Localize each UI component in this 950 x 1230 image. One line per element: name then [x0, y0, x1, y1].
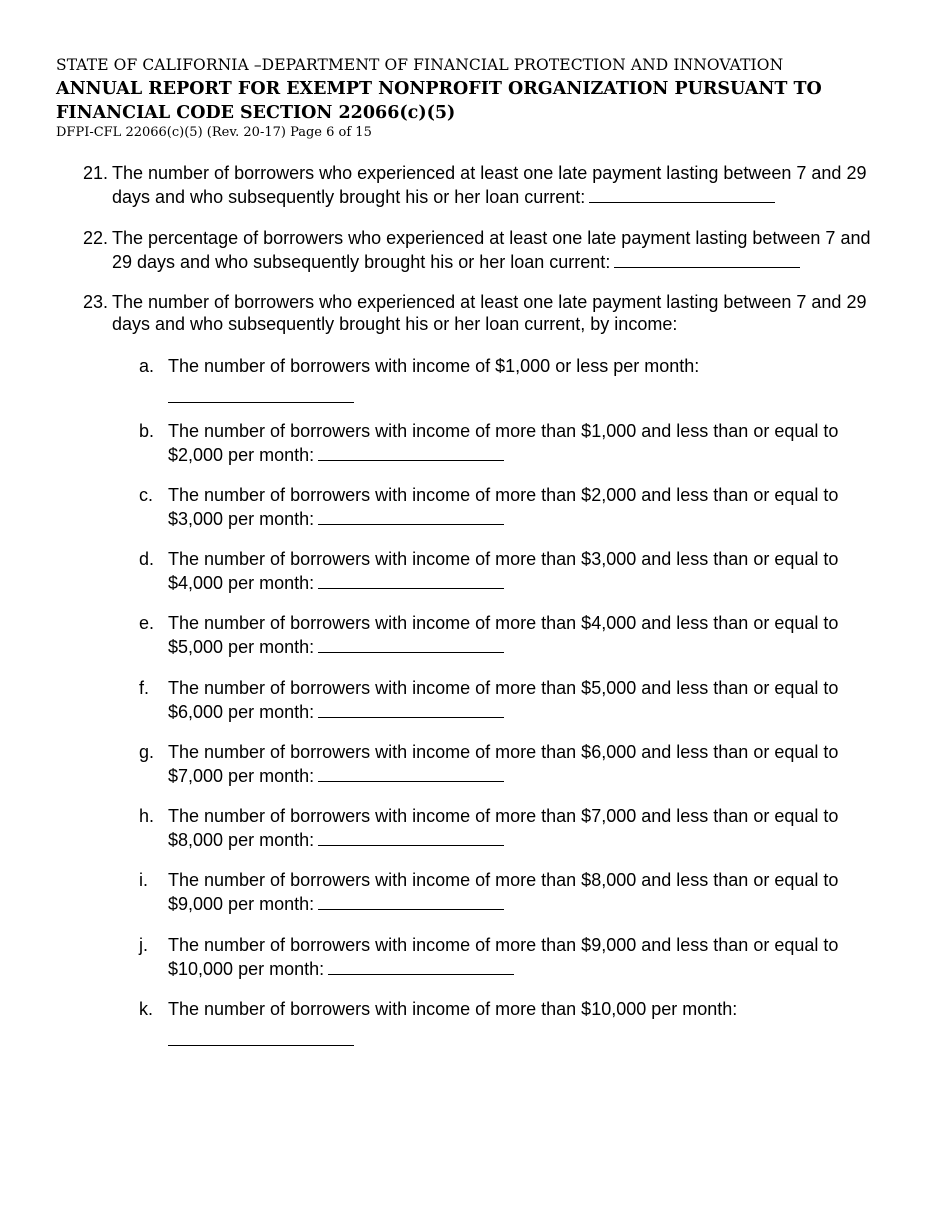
answer-blank-c[interactable] [318, 507, 504, 525]
item-letter: b. [139, 421, 155, 441]
answer-blank-b[interactable] [318, 443, 504, 461]
answer-blank-d[interactable] [318, 571, 504, 589]
item-text: The number of borrowers with income of $1,000 or less per month: [168, 356, 700, 376]
item-letter: h. [139, 806, 155, 826]
item-letter: a. [139, 356, 155, 376]
item-text: The number of borrowers with income of more than $4,000 and less than or equal to $5,000 per month: [168, 613, 839, 657]
item-text: The number of borrowers with income of more than $7,000 and less than or equal to $8,000 per month: [168, 806, 839, 850]
answer-blank-f[interactable] [318, 700, 504, 718]
item-letter: j. [139, 935, 148, 955]
item-text: The number of borrowers with income of more than $10,000 per month: [168, 999, 738, 1019]
answer-blank-h[interactable] [318, 828, 504, 846]
answer-blank-k[interactable] [168, 1021, 354, 1046]
question-text: The number of borrowers who experienced at least one late payment lasting between 7 and 29 days and who subsequently brought his or her loan current, by income: [112, 292, 867, 334]
answer-blank-21[interactable] [589, 185, 775, 203]
item-text: The number of borrowers with income of more than $6,000 and less than or equal to $7,000 per month: [168, 742, 839, 786]
agency-header: STATE OF CALIFORNIA –DEPARTMENT OF FINANCIAL PROTECTION AND INNOVATION [56, 56, 784, 74]
item-text: The number of borrowers with income of more than $3,000 and less than or equal to $4,000 per month: [168, 549, 839, 593]
question-number: 21. [83, 163, 109, 183]
item-text: The number of borrowers with income of more than $9,000 and less than or equal to $10,000 per month: [168, 935, 839, 979]
report-title: ANNUAL REPORT FOR EXEMPT NONPROFIT ORGANIZATION PURSUANT TO FINANCIAL CODE SECTION 22066(c)(5) [56, 79, 822, 123]
item-letter: e. [139, 613, 155, 633]
item-letter: i. [139, 870, 148, 890]
item-letter: k. [139, 999, 154, 1019]
answer-blank-22[interactable] [614, 250, 800, 268]
answer-blank-g[interactable] [318, 764, 504, 782]
item-letter: c. [139, 485, 154, 505]
item-text: The number of borrowers with income of more than $5,000 and less than or equal to $6,000 per month: [168, 678, 839, 722]
item-text: The number of borrowers with income of more than $8,000 and less than or equal to $9,000 per month: [168, 870, 839, 914]
item-text: The number of borrowers with income of more than $1,000 and less than or equal to $2,000 per month: [168, 421, 839, 465]
answer-blank-e[interactable] [318, 635, 504, 653]
form-id-line: DFPI-CFL 22066(c)(5) (Rev. 20-17) Page 6 of 15 [56, 125, 372, 140]
answer-blank-a[interactable] [168, 378, 354, 403]
item-letter: d. [139, 549, 155, 569]
item-text: The number of borrowers with income of more than $2,000 and less than or equal to $3,000 per month: [168, 485, 839, 529]
answer-blank-i[interactable] [318, 892, 504, 910]
question-text: The percentage of borrowers who experienced at least one late payment lasting between 7 and 29 days and who subsequently brought his or her loan current: [112, 228, 871, 272]
item-letter: g. [139, 742, 155, 762]
question-text: The number of borrowers who experienced at least one late payment lasting between 7 and 29 days and who subsequently brought his or her loan current: [112, 163, 867, 207]
question-number: 22. [83, 228, 109, 248]
question-number: 23. [83, 292, 109, 312]
item-letter: f. [139, 678, 150, 698]
answer-blank-j[interactable] [328, 957, 514, 975]
